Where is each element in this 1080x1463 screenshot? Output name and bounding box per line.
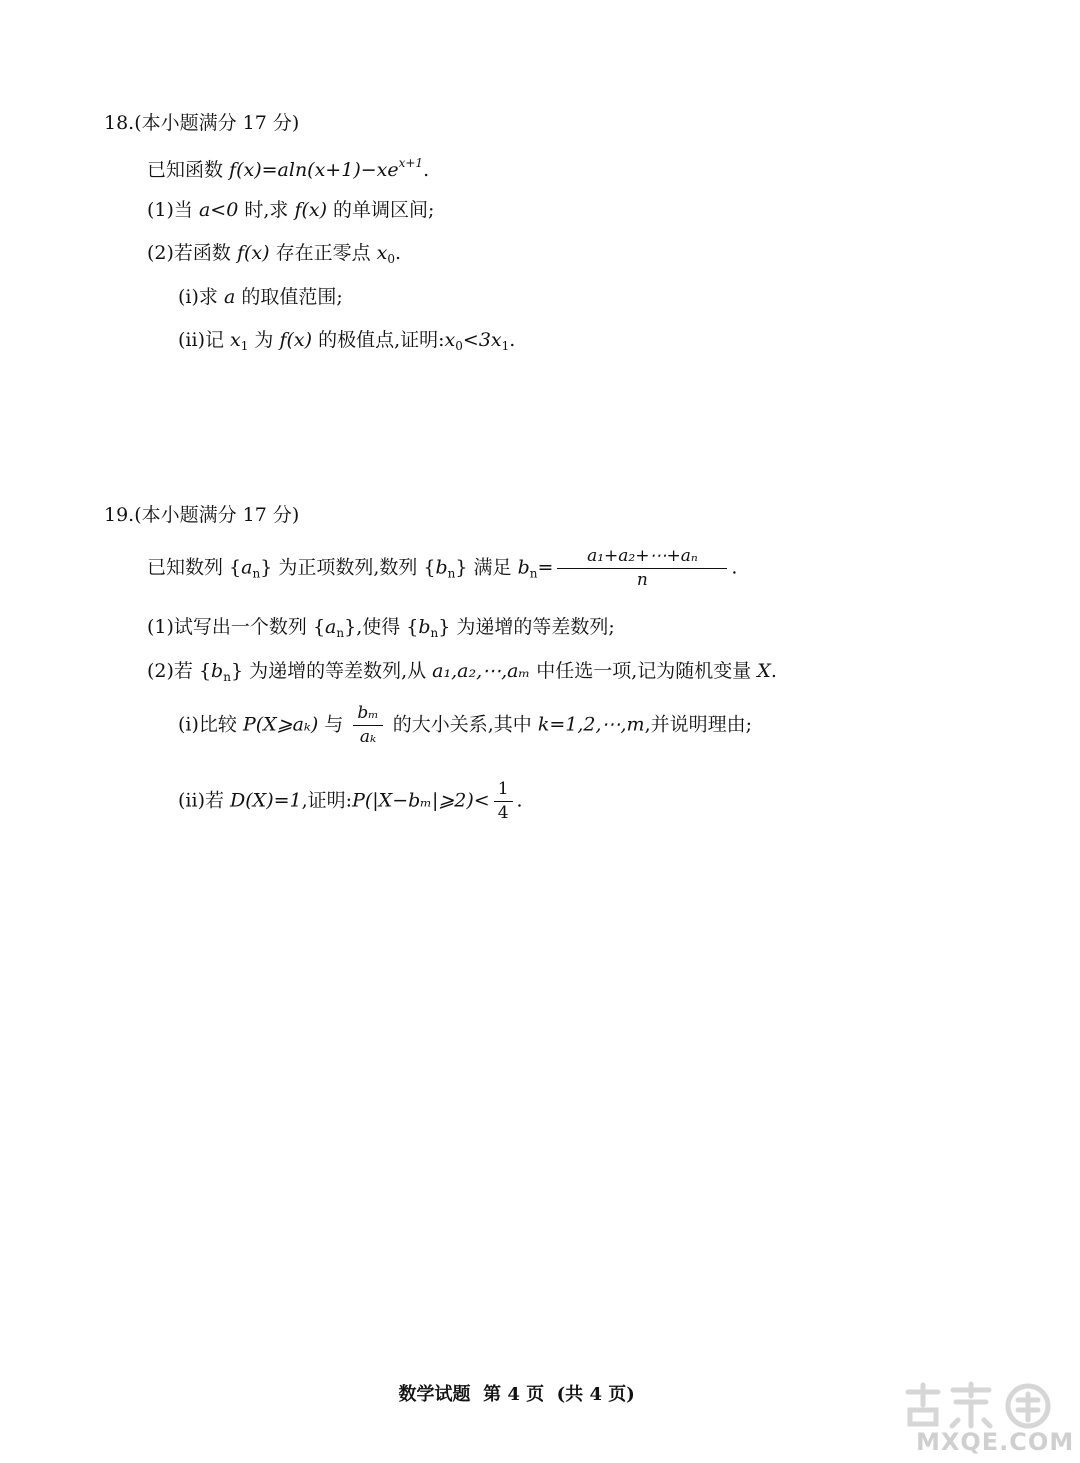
watermark-text: MXQE.COM (916, 1428, 1075, 1456)
q19-header: 19.(本小题满分 17 分) (104, 504, 300, 526)
q18-part2: (2)若函数 f(x) 存在正零点 $x_0$. (147, 242, 402, 266)
q19-part2-i-fraction: $\frac{\text{bₘ}}{\text{aₖ}}$ (353, 705, 382, 746)
q19-part2-ii-fraction: $\frac{1}{4}$ (494, 781, 513, 822)
q19-part2-i: (i)比较 P(X⩾aₖ) 与 $\frac{\text{bₘ}}{\text{aₖ}}$ 的大小关系,其中 k=1,2,⋯,m,并说明理由; (178, 703, 753, 747)
q19-given: 已知数列 $\{a_n\}$ 为正项数列,数列 $\{b_n\}$ 满足 $b_n=$ $\frac{\text{a₁+a₂+⋯+aₙ}}{n}$ . (147, 546, 738, 590)
q19-part1: (1)试写出一个数列 $\{a_n\}$,使得 $\{b_n\}$ 为递增的等差数列; (147, 616, 615, 640)
q18-given: 已知函数 $f(x)=aln(x+1)-xe^{x+1}$. (147, 156, 430, 181)
q18-part2-ii: (ii)记 $x_1$ 为 f(x) 的极值点,证明$:x_0<3x_1$. (178, 329, 516, 353)
q18-part2-i: (i)求 a 的取值范围; (178, 286, 343, 308)
q19-part2-ii: (ii)若 D(X)=1,证明:P(|X−bₘ|⩾2)< $\frac{1}{4}$ . (178, 779, 523, 823)
page-footer: 数学试题 第 4 页 (共 4 页) (398, 1384, 635, 1405)
q19-part2: (2)若 $\{b_n\}$ 为递增的等差数列,从 a₁,a₂,⋯,aₘ 中任选一项,记为随机变量 X. (147, 660, 777, 684)
q18-part1: (1)当 a<0 时,求 f(x) 的单调区间; (147, 199, 435, 221)
watermark-logo-icon (898, 1380, 1068, 1430)
watermark-logo (898, 1380, 1075, 1460)
q19-given-fraction: $\frac{\text{a₁+a₂+⋯+aₙ}}{n}$ (557, 548, 727, 589)
q18-header: 18.(本小题满分 17 分) (104, 112, 300, 134)
